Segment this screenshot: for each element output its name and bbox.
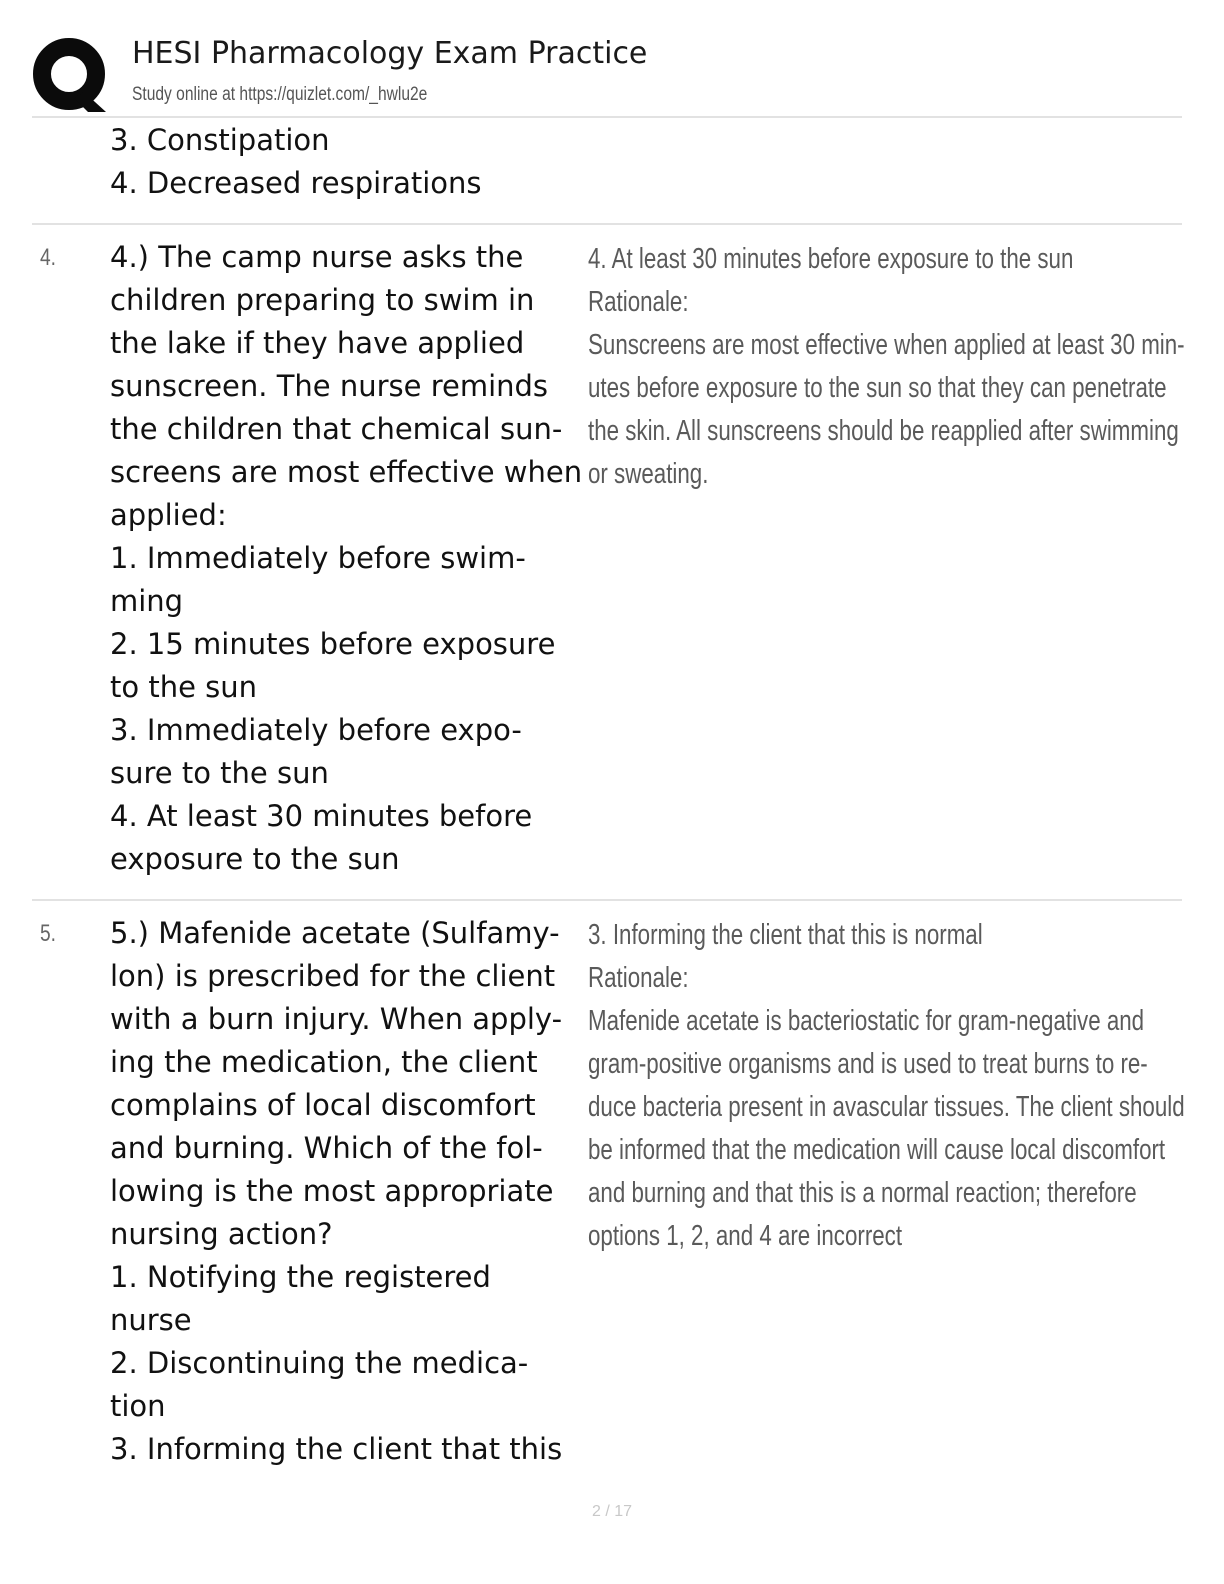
card-answer — [588, 914, 1185, 1258]
question-line: screens are most effective when — [110, 455, 583, 489]
question-line: 1. Immediately before swim- — [110, 541, 526, 575]
answer-line: be informed that the medication will cause local discomfort — [588, 1134, 1166, 1166]
answer-line: utes before exposure to the sun so that they can penetrate — [588, 372, 1167, 404]
answer-line: Sunscreens are most effective when applied at least 30 min- — [588, 329, 1185, 361]
question-line: applied: — [110, 498, 227, 532]
option-line: 4. Decreased respirations — [110, 166, 482, 200]
question-line: and burning. Which of the fol- — [110, 1131, 543, 1165]
question-line: lowing is the most appropriate — [110, 1174, 554, 1208]
question-line: tion — [110, 1389, 166, 1423]
study-online-link[interactable]: Study online at https://quizlet.com/_hwlu2e — [132, 84, 428, 105]
card-number: 4. — [40, 244, 57, 271]
page-header — [32, 30, 1182, 116]
page-number: 2 / 17 — [591, 1503, 633, 1520]
question-line: ming — [110, 584, 184, 618]
question-line: 2. Discontinuing the medica- — [110, 1346, 529, 1380]
question-line: sure to the sun — [110, 756, 329, 790]
answer-line: Rationale: — [588, 962, 689, 994]
question-line: 1. Notifying the registered — [110, 1260, 491, 1294]
question-line: sunscreen. The nurse reminds — [110, 369, 549, 403]
question-line: lon) is prescribed for the client — [110, 959, 556, 993]
question-line: nursing action? — [110, 1217, 333, 1251]
question-line: ing the medication, the client — [110, 1045, 538, 1079]
question-line: with a burn injury. When apply- — [110, 1002, 563, 1036]
question-line: 3. Informing the client that this — [110, 1432, 563, 1466]
continued-question-options — [110, 119, 482, 205]
header-divider — [32, 116, 1182, 118]
question-line: children preparing to swim in — [110, 283, 535, 317]
answer-line: and burning and that this is a normal reaction; therefore — [588, 1177, 1137, 1209]
answer-line: 3. Informing the client that this is normal — [588, 919, 983, 951]
answer-line: gram-positive organisms and is used to treat burns to re- — [588, 1048, 1148, 1080]
card-question — [110, 236, 582, 881]
question-line: exposure to the sun — [110, 842, 400, 876]
answer-line: the skin. All sunscreens should be reapplied after swimming — [588, 415, 1179, 447]
answer-line: options 1, 2, and 4 are incorrect — [588, 1220, 903, 1252]
question-line: complains of local discomfort — [110, 1088, 536, 1122]
card-divider — [32, 223, 1182, 225]
quizlet-logo-icon — [32, 36, 112, 116]
card-number: 5. — [40, 920, 57, 947]
question-line: 4.) The camp nurse asks the — [110, 240, 524, 274]
answer-line: Mafenide acetate is bacteriostatic for gram-negative and — [588, 1005, 1145, 1037]
question-line: 5.) Mafenide acetate (Sulfamy- — [110, 916, 560, 950]
option-line: 3. Constipation — [110, 123, 330, 157]
card-answer — [588, 238, 1185, 496]
question-line: the lake if they have applied — [110, 326, 525, 360]
answer-line: duce bacteria present in avascular tissues. The client should — [588, 1091, 1185, 1123]
card-divider — [32, 899, 1182, 901]
document-title: HESI Pharmacology Exam Practice — [132, 36, 648, 71]
answer-line: Rationale: — [588, 286, 689, 318]
answer-line: 4. At least 30 minutes before exposure to the sun — [588, 243, 1074, 275]
question-line: 2. 15 minutes before exposure — [110, 627, 556, 661]
answer-line: or sweating. — [588, 458, 709, 490]
question-line: to the sun — [110, 670, 258, 704]
question-line: the children that chemical sun- — [110, 412, 563, 446]
question-line: 3. Immediately before expo- — [110, 713, 522, 747]
question-line: nurse — [110, 1303, 192, 1337]
card-question — [110, 912, 562, 1471]
question-line: 4. At least 30 minutes before — [110, 799, 533, 833]
